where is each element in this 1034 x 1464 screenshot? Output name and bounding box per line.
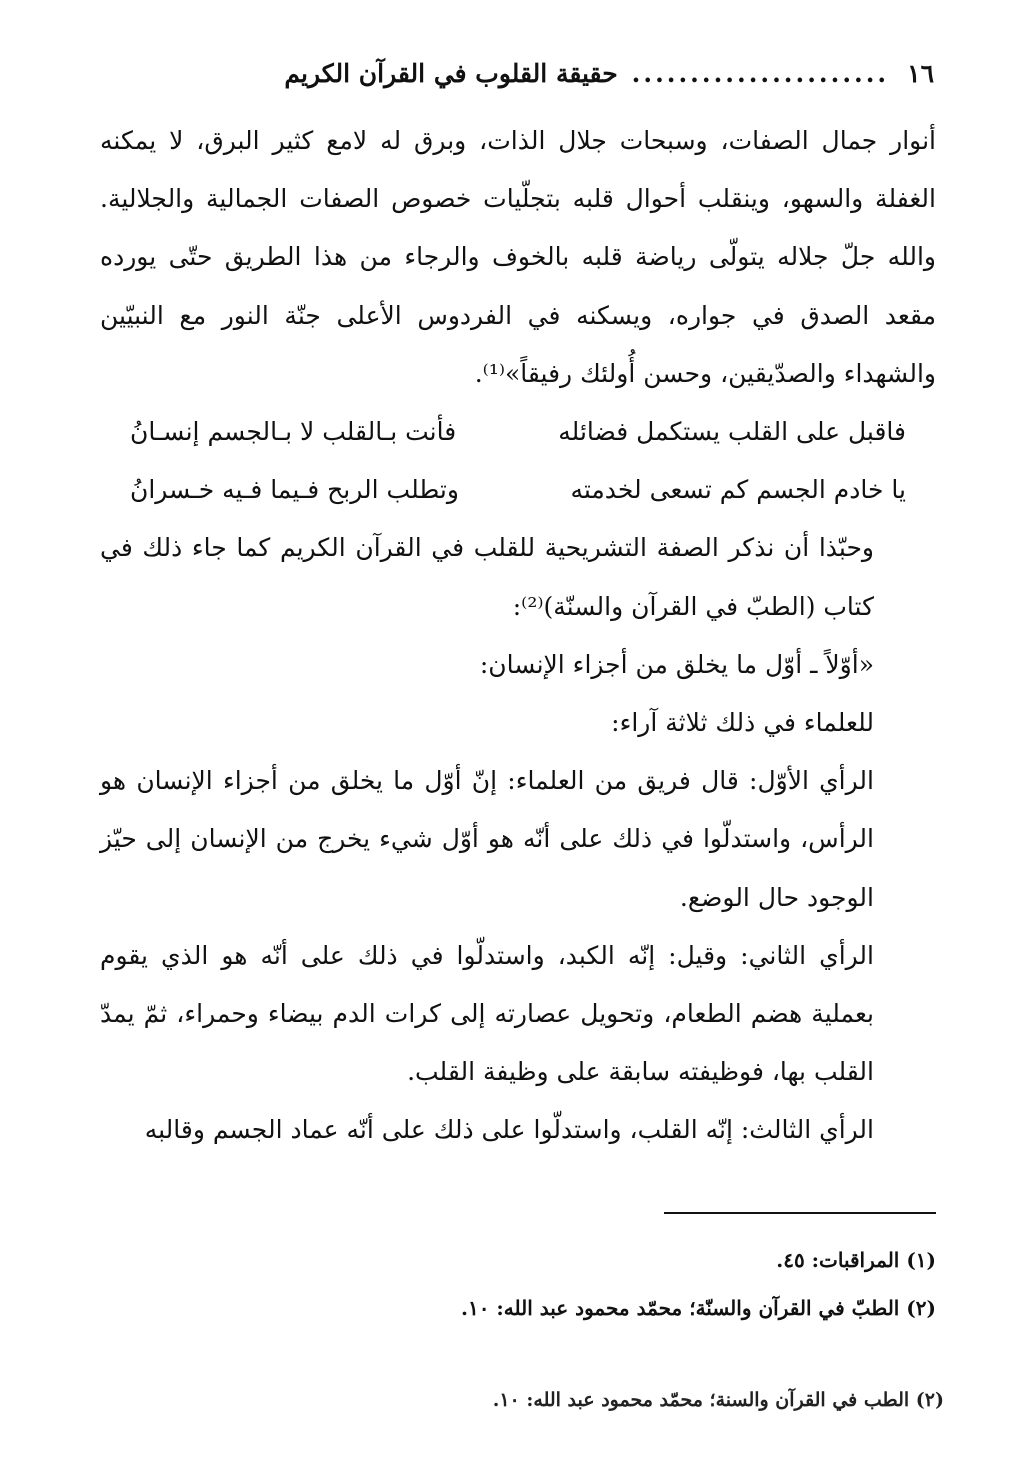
- poem-hemistich-second: وتطلب الربح فـيما فـيه خـسرانُ: [130, 475, 459, 505]
- footnote-1: (١) المراقبات: ٤٥.: [776, 1248, 936, 1272]
- header-dot-leader: ......................: [631, 58, 890, 88]
- paragraph-4: للعلماء في ذلك ثلاثة آراء:: [611, 708, 874, 737]
- page-header: [100, 48, 934, 98]
- poem-verse: [100, 403, 936, 461]
- page-number: ١٦: [907, 58, 934, 88]
- poem-hemistich-second: فأنت بـالقلب لا بـالجسم إنسـانُ: [130, 417, 457, 447]
- footnote-divider: [664, 1212, 936, 1214]
- poem-hemistich-first: يا خادم الجسم كم تسعى لخدمته: [570, 475, 906, 505]
- paragraph-7: الرأي الثالث: إنّه القلب، واستدلّوا على ذلك على أنّه عماد الجسم وقالبه: [144, 1115, 874, 1145]
- poem-verse: [100, 461, 936, 519]
- paragraph-1: أنوار جمال الصفات، وسبحات جلال الذات، وبرق له لامع كثير البرق، لا يمكنه الغفلة والسهو، وينقلب أحوال قلبه بتجلّيات خصوص الصفات الجمالية والجلالية. والله جلّ جلاله يتولّى رياضة قلبه بالخوف والرجاء من هذا الطريق حتّى يورده مقعد الصدق في جواره، ويسكنه في الفردوس الأعلى جنّة النور مع النبيّين والشهداء والصدّيقين، وحسن أُولئك رفيقاً»⁽¹⁾.: [100, 126, 936, 388]
- bleed-through-footnote: (٢) الطب في القرآن والسنة؛ محمّد محمود عبد الله: ١٠.: [492, 1389, 944, 1411]
- footnotes: [100, 1236, 936, 1332]
- paragraph-3: «أوّلاً ـ أوّل ما يخلق من أجزاء الإنسان:: [479, 649, 874, 679]
- book-title: حقيقة القلوب في القرآن الكريم: [284, 58, 618, 88]
- footnote-2: (٢) الطبّ في القرآن والسنّة؛ محمّد محمود عبد الله: ١٠.: [461, 1296, 936, 1320]
- poem: [100, 403, 936, 519]
- paragraph-2: وحبّذا أن نذكر الصفة التشريحية للقلب في القرآن الكريم كما جاء ذلك في كتاب (الطبّ في القرآن والسنّة)⁽²⁾:: [100, 533, 874, 621]
- paragraph-5: الرأي الأوّل: قال فريق من العلماء: إنّ أوّل ما يخلق من أجزاء الإنسان هو الرأس، واستدلّوا في ذلك على أنّه هو أوّل شيء يخرج من الإنسان إلى حيّز الوجود حال الوضع.: [100, 766, 874, 912]
- poem-hemistich-first: فاقبل على القلب يستكمل فضائله: [558, 417, 906, 447]
- paragraph-6: الرأي الثاني: وقيل: إنّه الكبد، واستدلّوا في ذلك على أنّه هو الذي يقوم بعملية هضم الطعام، وتحويل عصارته إلى كرات الدم بيضاء وحمراء، ثمّ يمدّ القلب بها، فوظيفته سابقة على وظيفة القلب.: [100, 940, 874, 1087]
- main-text: [100, 112, 936, 1160]
